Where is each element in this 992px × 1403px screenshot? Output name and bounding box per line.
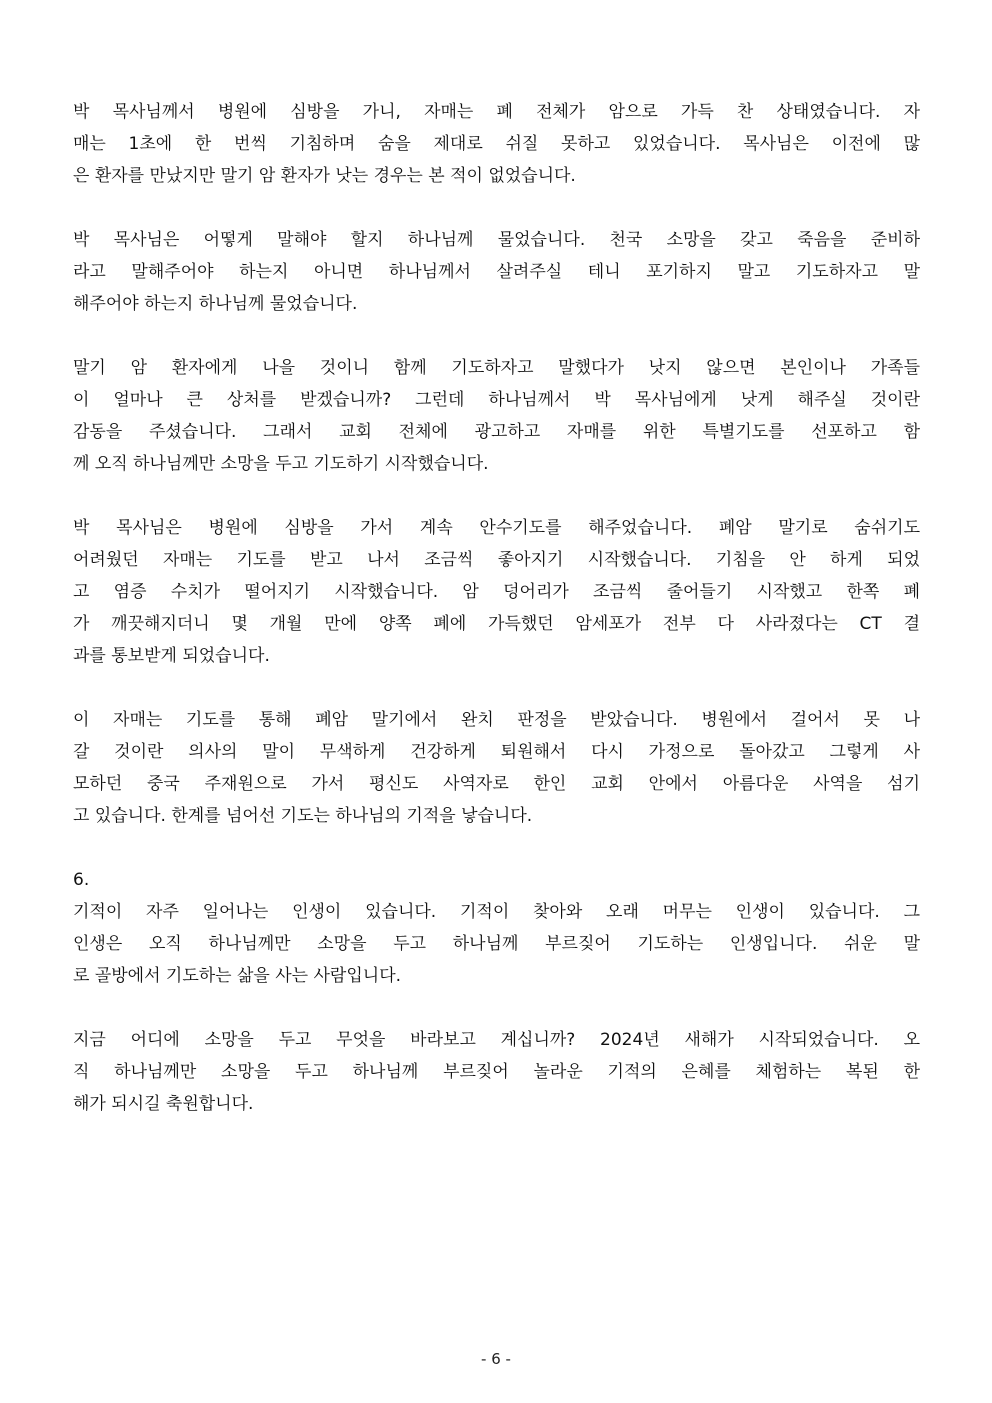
text-line: 박 목사님은 병원에 심방을 가서 계속 안수기도를 해주었습니다. 폐암 말기로 숨쉬기도 [73, 518, 920, 538]
text-line: 말기 암 환자에게 나을 것이니 함께 기도하자고 말했다가 낫지 않으면 본인이나 가족들 [73, 358, 920, 378]
section-number: 6. [73, 870, 90, 890]
document-body [73, 96, 920, 1120]
text-line: 이 얼마나 큰 상처를 받겠습니까? 그런데 하나님께서 박 목사님에게 낫게 해주실 것이란 [73, 390, 920, 410]
text-line: 께 오직 하나님께만 소망을 두고 기도하기 시작했습니다. [73, 454, 489, 474]
text-line: 박 목사님께서 병원에 심방을 가니, 자매는 폐 전체가 암으로 가득 찬 상태였습니다. 자 [73, 102, 920, 122]
paragraph-1 [73, 96, 920, 192]
text-line: 기적이 자주 일어나는 인생이 있습니다. 기적이 찾아와 오래 머무는 인생이 있습니다. 그 [73, 902, 920, 922]
page-number: - 6 - [481, 1350, 511, 1368]
text-line: 박 목사님은 어떻게 말해야 할지 하나님께 물었습니다. 천국 소망을 갖고 죽음을 준비하 [73, 230, 920, 250]
text-line: 모하던 중국 주재원으로 가서 평신도 사역자로 한인 교회 안에서 아름다운 사역을 섬기 [73, 774, 920, 794]
text-line: 고 염증 수치가 떨어지기 시작했습니다. 암 덩어리가 조금씩 줄어들기 시작했고 한쪽 폐 [73, 582, 920, 602]
text-line: 인생은 오직 하나님께만 소망을 두고 하나님께 부르짖어 기도하는 인생입니다. 쉬운 말 [73, 934, 920, 954]
paragraph-2 [73, 224, 920, 320]
text-line: 직 하나님께만 소망을 두고 하나님께 부르짖어 놀라운 기적의 은혜를 체험하는 복된 한 [73, 1062, 920, 1082]
paragraph-5 [73, 704, 920, 832]
text-line: 이 자매는 기도를 통해 폐암 말기에서 완치 판정을 받았습니다. 병원에서 걸어서 못 나 [73, 710, 920, 730]
paragraph-4 [73, 512, 920, 672]
text-line: 라고 말해주어야 하는지 아니면 하나님께서 살려주실 테니 포기하지 말고 기도하자고 말 [73, 262, 920, 282]
section-paragraph-2 [73, 1024, 920, 1120]
section-paragraph-1 [73, 896, 920, 992]
paragraph-3 [73, 352, 920, 480]
text-line: 은 환자를 만났지만 말기 암 환자가 낫는 경우는 본 적이 없었습니다. [73, 166, 576, 186]
text-line: 어려웠던 자매는 기도를 받고 나서 조금씩 좋아지기 시작했습니다. 기침을 안 하게 되었 [73, 550, 920, 570]
text-line: 과를 통보받게 되었습니다. [73, 646, 270, 666]
text-line: 갈 것이란 의사의 말이 무색하게 건강하게 퇴원해서 다시 가정으로 돌아갔고 그렇게 사 [73, 742, 920, 762]
text-line: 해주어야 하는지 하나님께 물었습니다. [73, 294, 358, 314]
text-line: 매는 1초에 한 번씩 기침하며 숨을 제대로 쉬질 못하고 있었습니다. 목사님은 이전에 많 [73, 134, 920, 154]
text-line: 해가 되시길 축원합니다. [73, 1094, 254, 1114]
text-line: 가 깨끗해지더니 몇 개월 만에 양쪽 폐에 가득했던 암세포가 전부 다 사라졌다는 CT 결 [73, 614, 920, 634]
text-line: 로 골방에서 기도하는 삶을 사는 사람입니다. [73, 966, 402, 986]
text-line: 고 있습니다. 한계를 넘어선 기도는 하나님의 기적을 낳습니다. [73, 806, 533, 826]
text-line: 감동을 주셨습니다. 그래서 교회 전체에 광고하고 자매를 위한 특별기도를 선포하고 함 [73, 422, 920, 442]
text-line: 지금 어디에 소망을 두고 무엇을 바라보고 계십니까? 2024년 새해가 시작되었습니다. 오 [73, 1030, 920, 1050]
